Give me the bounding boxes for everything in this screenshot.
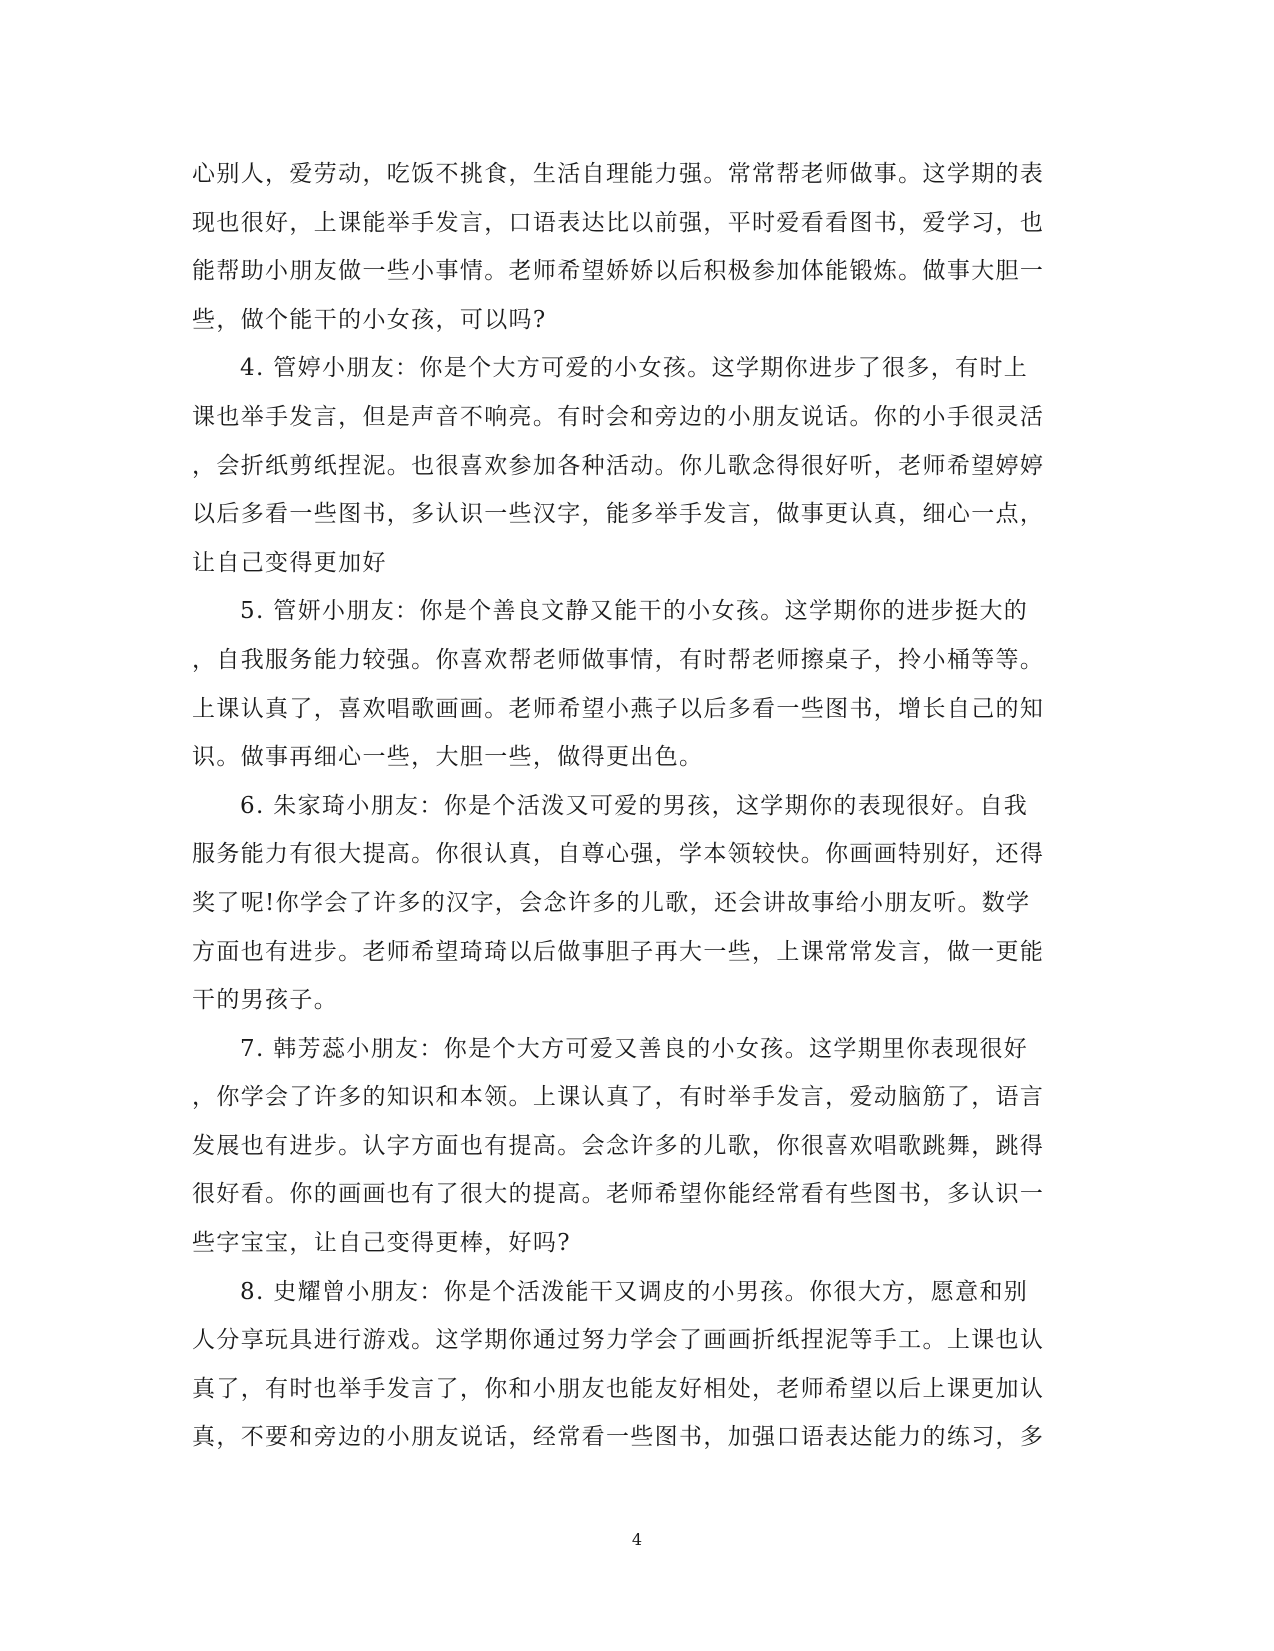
text-line: 真，不要和旁边的小朋友说话，经常看一些图书，加强口语表达能力的练习，多 bbox=[192, 1424, 1045, 1451]
paragraph-first-line: 5. 管妍小朋友：你是个善良文静又能干的小女孩。这学期你的进步挺大的 bbox=[240, 598, 1029, 625]
text-line: 服务能力有很大提高。你很认真，自尊心强，学本领较快。你画画特别好，还得 bbox=[192, 841, 1045, 868]
text-line: 以后多看一些图书，多认识一些汉字，能多举手发言，做事更认真，细心一点， bbox=[192, 501, 1045, 528]
paragraph-first-line: 4. 管婷小朋友：你是个大方可爱的小女孩。这学期你进步了很多，有时上 bbox=[240, 355, 1029, 382]
text-line: 能帮助小朋友做一些小事情。老师希望娇娇以后积极参加体能锻炼。做事大胆一 bbox=[192, 258, 1045, 285]
text-line: 人分享玩具进行游戏。这学期你通过努力学会了画画折纸捏泥等手工。上课也认 bbox=[192, 1327, 1045, 1354]
text-line: ，自我服务能力较强。你喜欢帮老师做事情，有时帮老师擦桌子，拎小桶等等。 bbox=[192, 646, 1045, 673]
paragraph-first-line: 8. 史耀曾小朋友：你是个活泼能干又调皮的小男孩。你很大方，愿意和别 bbox=[240, 1278, 1029, 1305]
body-text bbox=[192, 150, 1070, 1462]
text-line: 干的男孩子。 bbox=[192, 987, 339, 1014]
text-line: 上课认真了，喜欢唱歌画画。老师希望小燕子以后多看一些图书，增长自己的知 bbox=[192, 695, 1045, 722]
paragraph-first-line: 7. 韩芳蕊小朋友：你是个大方可爱又善良的小女孩。这学期里你表现很好 bbox=[240, 1035, 1029, 1062]
text-line: 现也很好，上课能举手发言，口语表达比以前强，平时爱看看图书，爱学习，也 bbox=[192, 209, 1045, 236]
text-line: 心别人，爱劳动，吃饭不挑食，生活自理能力强。常常帮老师做事。这学期的表 bbox=[192, 161, 1045, 187]
text-line: 发展也有进步。认字方面也有提高。会念许多的儿歌，你很喜欢唱歌跳舞，跳得 bbox=[192, 1132, 1045, 1159]
text-line: 些字宝宝，让自己变得更棒，好吗? bbox=[192, 1230, 571, 1257]
page-number: 4 bbox=[631, 1530, 643, 1549]
text-line: 识。做事再细心一些，大胆一些，做得更出色。 bbox=[192, 744, 704, 771]
text-line: 奖了呢!你学会了许多的汉字，会念许多的儿歌，还会讲故事给小朋友听。数学 bbox=[192, 889, 1031, 916]
text-line: 课也举手发言，但是声音不响亮。有时会和旁边的小朋友说话。你的小手很灵活 bbox=[192, 403, 1045, 430]
text-line: 方面也有进步。老师希望琦琦以后做事胆子再大一些，上课常常发言，做一更能 bbox=[192, 938, 1045, 965]
text-line: 让自己变得更加好 bbox=[192, 549, 387, 576]
paragraph-first-line: 6. 朱家琦小朋友：你是个活泼又可爱的男孩，这学期你的表现很好。自我 bbox=[240, 792, 1029, 819]
text-line: 很好看。你的画画也有了很大的提高。老师希望你能经常看有些图书，多认识一 bbox=[192, 1181, 1045, 1208]
text-line: 些，做个能干的小女孩，可以吗? bbox=[192, 306, 547, 333]
text-line: ，会折纸剪纸捏泥。也很喜欢参加各种活动。你儿歌念得很好听，老师希望婷婷 bbox=[192, 452, 1045, 479]
text-line: ，你学会了许多的知识和本领。上课认真了，有时举手发言，爱动脑筋了，语言 bbox=[192, 1084, 1045, 1111]
text-line: 真了，有时也举手发言了，你和小朋友也能友好相处，老师希望以后上课更加认 bbox=[192, 1375, 1045, 1402]
